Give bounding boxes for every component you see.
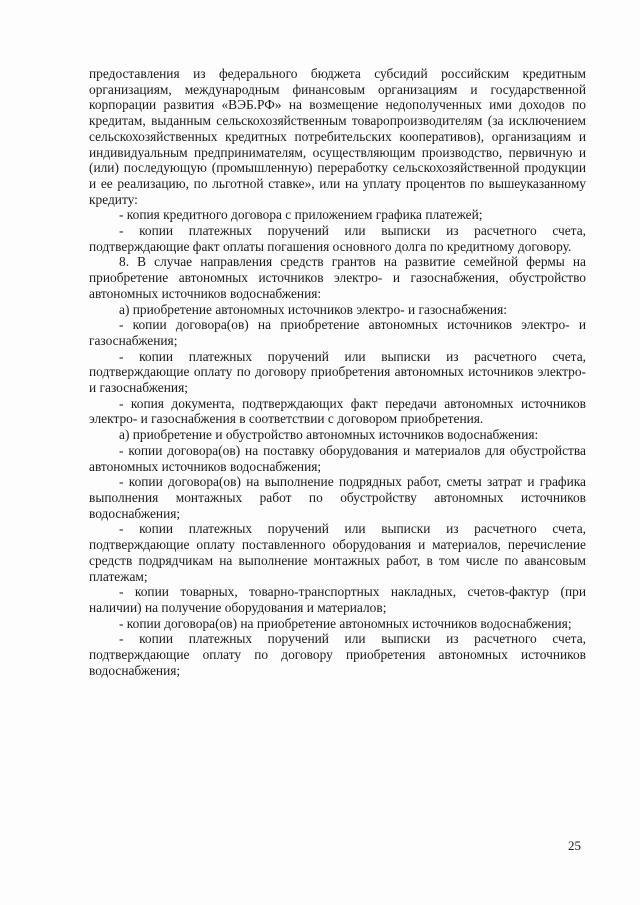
paragraph-subsidy-continuation: предоставления из федерального бюджета субсидий российским кредитным организациям, международным финансовым организациям и государственной корпорации развития «ВЭБ.РФ» на возмещение недополученных ими доходов по кредитам, выданным сельскохозяйственным товаропроизводителям (за исключением сельскохозяйственных кредитных потребительских кооперативов), организациям и индивидуальным предпринимателям, осуществляющим производство, первичную и (или) последующую (промышленную) переработку сельскохозяйственной продукции и ее реализацию, по льготной ставке», или на уплату процентов по вышеуказанному кредиту: [89, 66, 586, 207]
paragraph-purchase-contracts-electro-gas: - копии договора(ов) на приобретение автономных источников электро- и газоснабжения; [89, 317, 586, 348]
paragraph-item-8: 8. В случае направления средств грантов на развитие семейной фермы на приобретение автономных источников электро- и газоснабжения, обустройство автономных источников водоснабжения: [89, 254, 586, 301]
paragraph-water-purchase-contracts: - копии договора(ов) на приобретение автономных источников водоснабжения; [119, 615, 572, 631]
paragraph-contractor-contracts: - копии договора(ов) на выполнение подрядных работ, сметы затрат и графика выполнения монтажных работ по обустройству автономных источников водоснабжения; [89, 474, 586, 521]
paragraph-payment-orders-equipment: - копии платежных поручений или выписки из расчетного счета, подтверждающие оплату поставленного оборудования и материалов, перечисление средств подрядчикам на выполнение монтажных работ, в том числе по авансовым платежам; [89, 521, 586, 584]
paragraph-payment-orders-loan: - копии платежных поручений или выписки из расчетного счета, подтверждающие факт оплаты погашения основного долга по кредитному договору. [89, 223, 586, 254]
paragraph-credit-agreement-copy: - копия кредитного договора с приложением графика платежей; [119, 207, 483, 223]
paragraph-waybills-invoices: - копии товарных, товарно-транспортных накладных, счетов-фактур (при наличии) на получение оборудования и материалов; [89, 584, 586, 615]
paragraph-subitem-a-water: а) приобретение и обустройство автономных источников водоснабжения: [119, 427, 539, 443]
paragraph-payment-orders-electro-gas: - копии платежных поручений или выписки из расчетного счета, подтверждающие оплату по договору приобретения автономных источников электро- и газоснабжения; [89, 348, 586, 396]
paragraph-payment-orders-water: - копии платежных поручений или выписки из расчетного счета, подтверждающие оплату по договору приобретения автономных источников водоснабжения; [89, 631, 586, 678]
paragraph-subitem-a-electro-gas: а) приобретение автономных источников электро- и газоснабжения: [119, 301, 507, 317]
paragraph-supply-contracts: - копии договора(ов) на поставку оборудования и материалов для обустройства автономных источников водоснабжения; [89, 442, 586, 474]
document-body [89, 66, 586, 678]
paragraph-transfer-document: - копия документа, подтверждающих факт передачи автономных источников электро- и газоснабжения в соответствии с договором приобретения. [89, 395, 586, 427]
page-number: 25 [568, 838, 581, 853]
